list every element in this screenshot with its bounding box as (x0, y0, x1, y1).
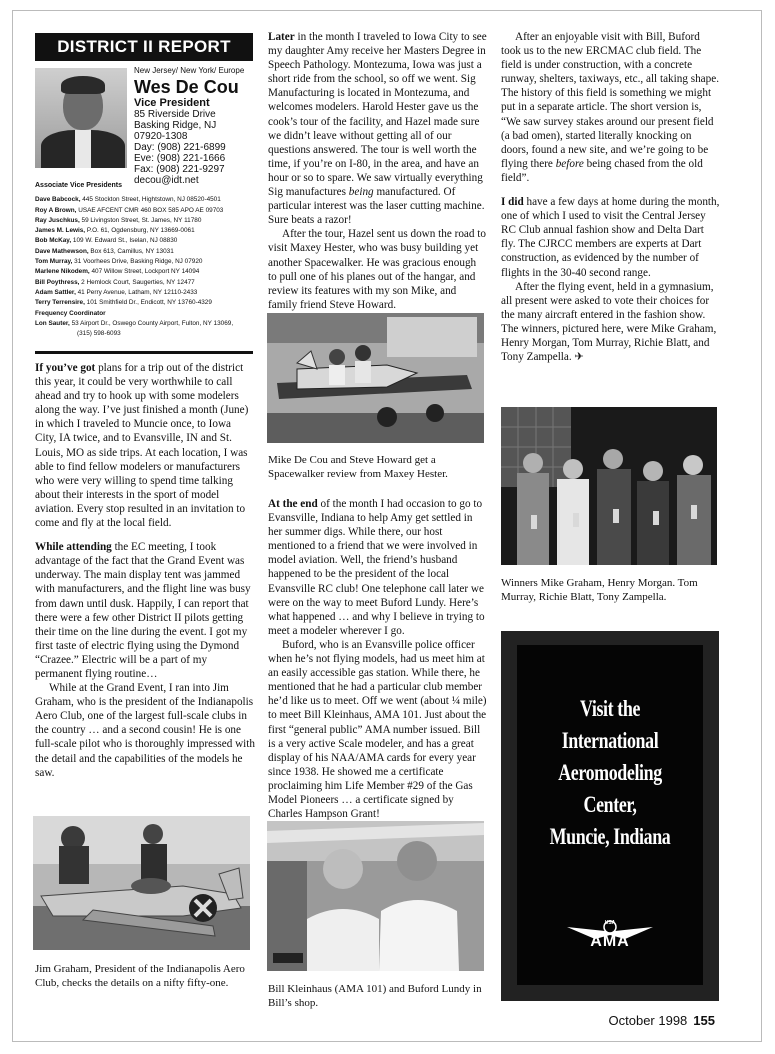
list-item: James M. Lewis, P.O. 61, Ogdensburg, NY 13669-0061 (35, 227, 195, 235)
zip-code: 07920-1308 (134, 131, 188, 142)
p51-photo-illustration (33, 816, 250, 950)
kleinhaus-photo-illustration (267, 821, 484, 971)
fax-number: Fax: (908) 221-9297 (134, 164, 225, 175)
frequency-heading: Frequency Coordinator (35, 309, 106, 317)
vice-president-portrait (35, 68, 127, 168)
photo-spacewalker (267, 313, 484, 443)
column-2-text (268, 30, 487, 312)
paragraph: After the flying event, held in a gymnasium, all present were asked to vote their choices for the many aircraft entered in the fashion show. The winners, pictured here, were Mike Graham, Henry Morgan, Tom Murray, Richie Blatt, and Tony Zampella. ✈ (501, 280, 717, 364)
paragraph: Buford, who is an Evansville police officer when he’s not flying models, had us meet him at an easily accessible gas station. While there, he mentioned that he had a particular club member he’d like us to meet. Off we went (about ¼ mile) to meet Bill Kleinhaus, AMA 101. Just about the first “general public” AMA number issued. Bill is a very active Scale modeler, and has a great display of his NAA/AMA cards for every year since 1938. He showed me a certificate proclaiming him Life Member #29 of the Gas Model Pioneers … a certificate signed by Charles Hampson Grant! (268, 638, 487, 821)
list-item: Ray Juschkus, 59 Livingston Street, St. James, NY 11780 (35, 216, 202, 224)
winners-photo-illustration (501, 407, 717, 565)
evening-phone: Eve: (908) 221-1666 (134, 153, 226, 164)
address-line: Basking Ridge, NJ (134, 120, 217, 131)
photo-caption: Jim Graham, President of the Indianapolis Aero Club, checks the details on a nifty fifty-one. (35, 963, 245, 989)
list-item: Terry Terrensire, 101 Smithfield Dr., Endicott, NY 13760-4329 (35, 299, 212, 307)
photo-caption: Mike De Cou and Steve Howard get a Spacewalker review from Maxey Hester. (268, 454, 448, 480)
magazine-page (12, 10, 762, 1042)
list-item: Roy A Brown, USAE AFCENT CMR 460 BOX 585 APO AE 09703 (35, 206, 224, 214)
logo-small-text: USA (604, 920, 616, 926)
vp-title: Vice President (134, 97, 210, 109)
list-item: Tom Murray, 31 Voorhees Drive, Basking Ridge, NJ 07920 (35, 258, 203, 266)
photo-p51-model (33, 816, 250, 950)
paragraph: While at the Grand Event, I ran into Jim Graham, who is the president of the Indianapolis Aero Club, one of the largest full-scale clubs in the country … and a second cousin! He is one full-scale pilot who is thoroughly impressed with the detail and the capabilities of the models he saw. (35, 682, 255, 779)
photo-caption: Bill Kleinhaus (AMA 101) and Buford Lundy in Bill’s shop. (268, 983, 482, 1009)
photo-caption: Winners Mike Graham, Henry Morgan. Tom Murray, Richie Blatt, Tony Zampella. (501, 577, 698, 603)
email-address: decou@idt.net (134, 175, 199, 186)
paragraph: At the end of the month I had occasion to go to Evansville, Indiana to help Amy get settled in her summer digs. While there, our host mentioned to a friend that we were involved in model aviation. Well, the friend’s husband happened to be the president of the local Evansville RC club! One telephone call later we were on the way to meet Buford Lundy. Here’s what happened … and why I believe in trying to meet a modeler wherever I go. (268, 498, 485, 637)
list-item: Marlene Nikodem, 407 Willow Street, Lockport NY 14094 (35, 268, 200, 276)
ad-headline: Visit the International Aeromodeling Center, Muncie, Indiana (549, 696, 671, 849)
paragraph: After the tour, Hazel sent us down the road to visit Maxey Hester, who was busy building yet another Spacewalker. He was gracious enough to pull one of his planes out of the hangar, and review its features with my son Mike, and family friend Steve Howard. (268, 228, 486, 311)
associate-vp-list (35, 181, 257, 339)
section-divider (35, 351, 253, 354)
issue-date: October 1998 (608, 1013, 688, 1028)
photo-winners (501, 407, 717, 565)
paragraph: While attending the EC meeting, I took advantage of the fact that the Grand Event was underway. The main display tent was jammed with manufacturers, and the flight line was busy from dawn until dusk. Happily, I can report that there were a few other District II pilots getting their time on the line during the event. I got my first taste of electric flying using the Dymond “Crazee.” Electric will be a part of my permanent flying routine… (35, 541, 251, 680)
associate-heading: Associate Vice Presidents (35, 182, 123, 189)
photo-kleinhaus-lundy (267, 821, 484, 971)
page-footer (609, 1013, 715, 1028)
contact-block (134, 66, 254, 186)
ama-logo (565, 913, 655, 953)
list-item: Lon Sauter, 53 Airport Dr., Oswego County Airport, Fulton, NY 13069, (35, 319, 234, 327)
paragraph: I did have a few days at home during the month, one of which I used to visit the Central Jersey RC Club annual fashion show and Delta Dart fly. The CJRCC members are experts at Dart construction, as evidenced by the number of flights in the 30-40 second range. (501, 196, 720, 279)
column-3-text (501, 30, 721, 364)
column-1-text (35, 361, 255, 780)
paragraph: Later in the month I traveled to Iowa City to see my daughter Amy receive her Masters Degree in Speech Pathology. Montezuma, Iowa was just a short ride from the school, so off we went. Sig Manufacturing is located in Montezuma, and welcomes modelers. Harold Hester gave us the cook’s tour of the facility, and Hazel made sure we didn’t leave without getting all of our questions answered. The tour is well worth the time, if you’re on I-80, in the area, and have an hour or so to spare. We saw virtually everything Sig manufactures being manufactured. Of particular interest was the laser cutting machine. Sure beats a razor! (268, 31, 487, 227)
frequency-phone: (315) 598-6093 (77, 330, 121, 338)
list-item: Dave Mathewson, Box 613, Camillus, NY 13031 (35, 247, 174, 255)
address-line: 85 Riverside Drive (134, 109, 216, 120)
ama-advertisement (501, 631, 719, 1001)
list-item: Dave Babcock, 445 Stockton Street, Hightstown, NJ 08520-4501 (35, 196, 221, 204)
list-item: Bob McKay, 109 W. Edward St., Iselan, NJ 08830 (35, 237, 178, 245)
page-number: 155 (693, 1013, 715, 1028)
paragraph: After an enjoyable visit with Bill, Buford took us to the new ERCMAC club field. The field is under construction, with a concrete runway, shelters, taxiways, etc., all taking shape. The history of this field is something we might put in a separate article. The short version is, “We saw survey stakes around our present field (a bad omen), started literally knocking on doors, found a new site, and we’re going to be flying there before being chased from the old field”. (501, 31, 719, 184)
day-phone: Day: (908) 221-6899 (134, 142, 226, 153)
section-banner: DISTRICT II REPORT (35, 33, 253, 61)
column-2-text-lower (268, 497, 487, 821)
logo-text: AMA (590, 933, 630, 950)
vp-name: Wes De Cou (134, 77, 239, 97)
list-item: Adam Sattler, 41 Perry Avenue, Latham, NY 12110-2433 (35, 288, 198, 296)
paragraph: If you’ve got plans for a trip out of the district this year, it could be very worthwhile to call ahead and try to hook up with some modelers along the way. I’ve just finished a month (June) in which I traveled to Muncie once, to Iowa City, IA twice, and to Evansville, IN and St. Louis, MO as side trips. At each location, I was able to find fellow modelers or manufacturers who were very willing to spend time talking about their interests in the sport of model aviation. Every stop resulted in an invitation to come and fly at the local field. (35, 362, 249, 530)
list-item: Bill Poythress, 2 Hemlock Court, Saugerties, NY 12477 (35, 278, 195, 286)
spacewalker-photo-illustration (267, 313, 484, 443)
district-region: New Jersey/ New York/ Europe (134, 66, 245, 75)
